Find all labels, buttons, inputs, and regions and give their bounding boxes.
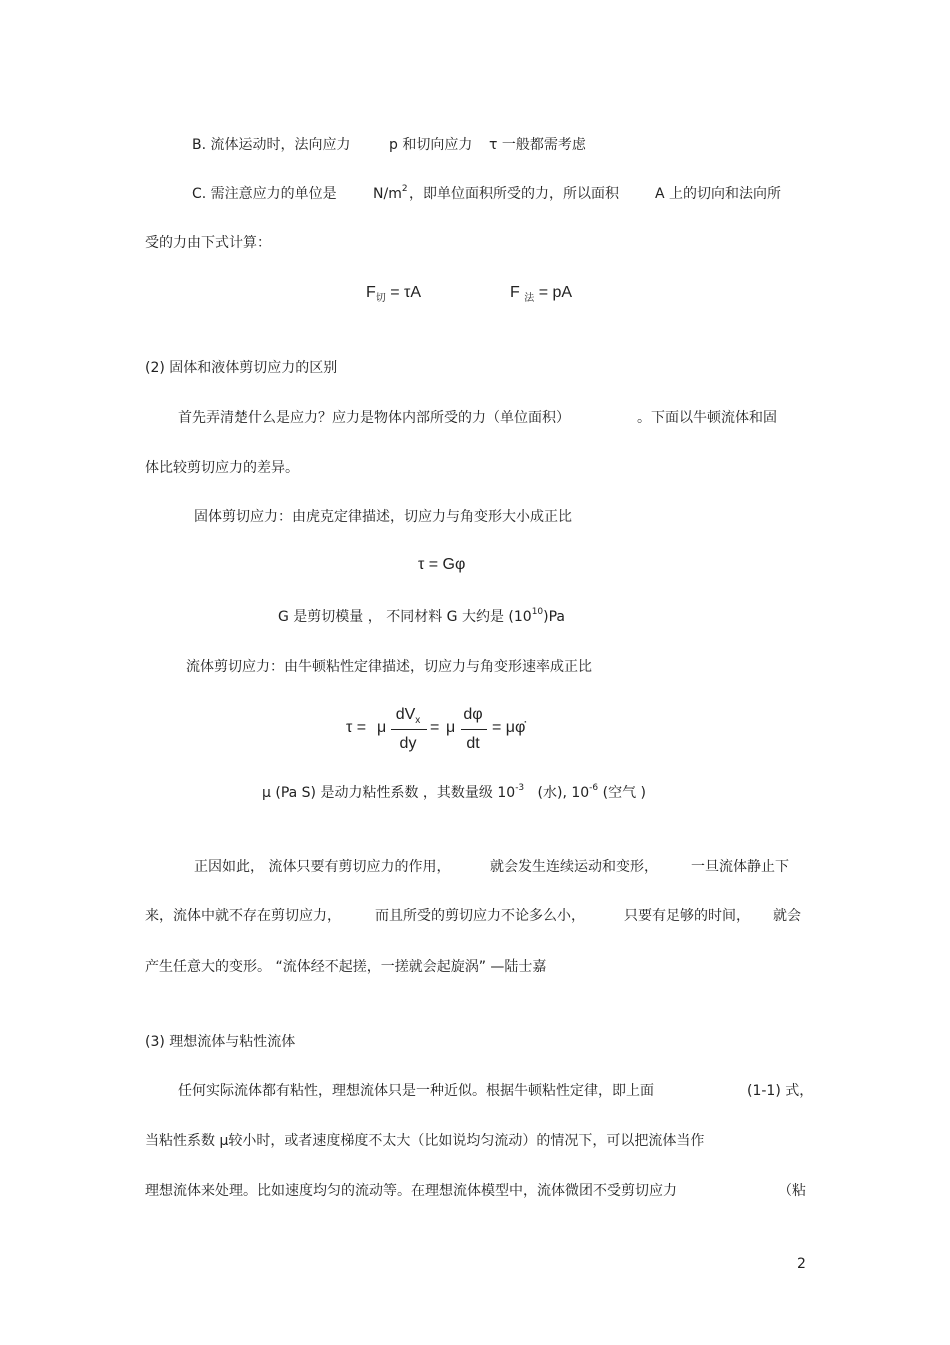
item-c-continued: 受的力由下式计算： <box>145 235 271 251</box>
para-3-a: 正因如此， 流体只要有剪切应力的作用， <box>194 859 451 875</box>
fraction-2-bar <box>461 729 487 730</box>
section-3-heading: (3) 理想流体与粘性流体 <box>145 1034 296 1050</box>
section-3-para-3a: 理想流体来处理。比如速度均匀的流动等。在理想流体模型中，流体微团不受剪切应力 <box>145 1183 677 1199</box>
equals-2: = <box>430 719 440 736</box>
para-3-c: 一旦流体静止下 <box>691 859 789 875</box>
fraction-2-denominator: dt <box>466 735 480 752</box>
item-b-p: p 和切向应力 <box>389 137 473 153</box>
item-c-area: A 上的切向和法向所 <box>655 186 782 202</box>
fluid-shear-stress: 流体剪切应力：由牛顿粘性定律描述，切应力与角变形速率成正比 <box>186 659 592 675</box>
fraction-2-numerator: dφ <box>463 706 483 723</box>
section-2-para-1a: 首先弄清楚什么是应力？应力是物体内部所受的力（单位面积） <box>178 410 570 426</box>
fraction-1-numerator: $dV_x$ <box>395 706 421 727</box>
item-c-unit: $N/m^2$ <box>373 184 408 202</box>
equation-tau-g-phi: τ = Gφ <box>418 556 466 573</box>
section-2-heading: (2) 固体和液体剪切应力的区别 <box>145 360 338 376</box>
shear-modulus-note: G 是剪切模量 ， 不同材料 G 大约是 $(10^{10})Pa$ <box>278 607 565 625</box>
equation-normal-force: F $_法$ = pA <box>510 284 573 305</box>
solid-shear-stress: 固体剪切应力：由虎克定律描述，切应力与角变形大小成正比 <box>194 509 572 525</box>
section-2-para-1b: 。下面以牛顿流体和固 <box>637 410 777 426</box>
mu-symbol-2: μ <box>446 719 456 736</box>
fraction-1-bar <box>391 729 427 730</box>
equation-tangential-force: $F_切 = \tau A$ <box>366 284 422 305</box>
equation-rhs: = μφ̇ <box>492 719 526 736</box>
para-5: 产生任意大的变形。 “流体经不起搓，一搓就会起旋涡” —陆士嘉 <box>145 959 547 975</box>
item-c-text: C. 需注意应力的单位是 <box>192 186 337 202</box>
viscosity-note: μ (Pa S) 是动力粘性系数 ，其数量级 $10^{-3}$ (水), $10^{-6}$ (空气 ) <box>262 783 646 801</box>
para-3-b: 就会发生连续运动和变形， <box>490 859 658 875</box>
section-3-para-1a: 任何实际流体都有粘性，理想流体只是一种近似。根据牛顿粘性定律，即上面 <box>178 1083 654 1099</box>
section-3-para-1b: (1-1) 式， <box>747 1083 814 1099</box>
para-4-a: 来，流体中就不存在剪切应力， <box>145 908 341 924</box>
item-b-text: B. 流体运动时，法向应力 <box>192 137 351 153</box>
section-3-para-3b: （粘 <box>778 1183 806 1199</box>
fraction-1-denominator: dy <box>399 735 417 752</box>
para-4-b: 而且所受的剪切应力不论多么小， <box>375 908 585 924</box>
equation-lhs: τ = <box>346 719 367 736</box>
item-b-tau: τ 一般都需考虑 <box>489 137 586 153</box>
page-number: 2 <box>797 1256 806 1272</box>
item-c-rest: ，即单位面积所受的力，所以面积 <box>409 186 619 202</box>
para-4-c: 只要有足够的时间， <box>624 908 750 924</box>
section-2-para-1c: 体比较剪切应力的差异。 <box>145 460 299 476</box>
para-4-d: 就会 <box>773 908 801 924</box>
section-3-para-2: 当粘性系数 μ较小时，或者速度梯度不太大（比如说均匀流动）的情况下，可以把流体当作 <box>145 1133 705 1149</box>
mu-symbol-1: μ <box>377 719 387 736</box>
